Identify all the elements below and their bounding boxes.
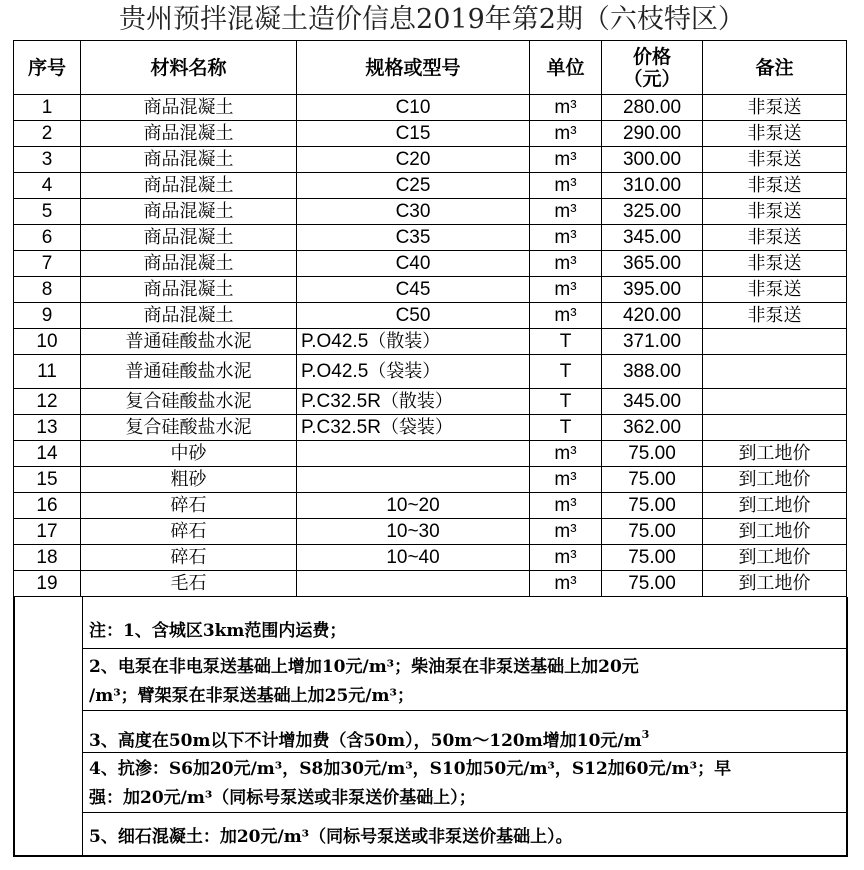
unit-cell: m³ [530, 441, 602, 467]
row-number: 8 [14, 277, 81, 303]
spec-packaging: （袋装） [380, 417, 453, 438]
remark-cell: 非泵送 [703, 173, 847, 199]
material-name: 毛石 [81, 571, 297, 597]
note-3-superscript: 3 [641, 728, 650, 741]
remark-cell: 非泵送 [703, 277, 847, 303]
unit-cell: T [530, 329, 602, 355]
unit-cell: m³ [530, 467, 602, 493]
unit-cell: m³ [530, 147, 602, 173]
header-unit: 单位 [530, 41, 602, 95]
price-cell: 75.00 [602, 441, 703, 467]
remark-cell: 非泵送 [703, 199, 847, 225]
table-row [14, 277, 847, 303]
remark-cell [703, 355, 847, 389]
row-number: 13 [14, 415, 81, 441]
remark-cell [703, 329, 847, 355]
material-name: 复合硅酸盐水泥 [81, 415, 297, 441]
table-row [14, 95, 847, 121]
spec-cell: C20 [297, 147, 530, 173]
unit-cell: m³ [530, 303, 602, 329]
spec-packaging: （散装） [380, 391, 453, 412]
row-number: 19 [14, 571, 81, 597]
spec-model: P.O42.5 [301, 331, 369, 352]
price-cell: 362.00 [602, 415, 703, 441]
spec-cell [297, 441, 530, 467]
spec-cell [297, 355, 530, 389]
note-4 [83, 755, 847, 813]
material-name: 商品混凝土 [81, 225, 297, 251]
note-2 [83, 653, 847, 711]
note-2-line1: 2、电泵在非电泵送基础上增加10元/m³；柴油泵在非泵送基础上加20元 [89, 657, 639, 677]
row-number: 17 [14, 519, 81, 545]
table-row [14, 493, 847, 519]
unit-cell: m³ [530, 277, 602, 303]
price-cell: 325.00 [602, 199, 703, 225]
row-number: 5 [14, 199, 81, 225]
table-row [14, 303, 847, 329]
spec-cell: 10~30 [297, 519, 530, 545]
header-price-line2: （元） [623, 67, 681, 90]
table-row [14, 121, 847, 147]
unit-cell: m³ [530, 121, 602, 147]
material-name: 复合硅酸盐水泥 [81, 389, 297, 415]
unit-cell: m³ [530, 251, 602, 277]
remark-cell: 到工地价 [703, 441, 847, 467]
spec-packaging: （散装） [368, 331, 441, 352]
table-row [14, 173, 847, 199]
table-row [14, 389, 847, 415]
table-header-row [14, 41, 847, 95]
spec-cell: C40 [297, 251, 530, 277]
table-row [14, 415, 847, 441]
material-name: 碎石 [81, 545, 297, 571]
row-number: 3 [14, 147, 81, 173]
material-name: 商品混凝土 [81, 199, 297, 225]
unit-cell: m³ [530, 173, 602, 199]
material-name: 粗砂 [81, 467, 297, 493]
spec-model: P.C32.5R [301, 391, 381, 412]
spec-cell: C10 [297, 95, 530, 121]
price-cell: 365.00 [602, 251, 703, 277]
price-table [13, 40, 847, 597]
unit-cell: m³ [530, 199, 602, 225]
table-row [14, 441, 847, 467]
material-name: 商品混凝土 [81, 147, 297, 173]
spec-cell [297, 467, 530, 493]
material-name: 商品混凝土 [81, 173, 297, 199]
note-4-line1: 4、抗渗：S6加20元/m³，S8加30元/m³，S10加50元/m³，S12加60元/m³；早 [89, 759, 732, 779]
table-row [14, 355, 847, 389]
header-price [602, 41, 703, 95]
table-row [14, 329, 847, 355]
material-name: 商品混凝土 [81, 95, 297, 121]
price-cell: 310.00 [602, 173, 703, 199]
remark-cell: 到工地价 [703, 571, 847, 597]
header-name: 材料名称 [81, 41, 297, 95]
unit-cell: m³ [530, 571, 602, 597]
unit-cell: T [530, 415, 602, 441]
unit-cell: T [530, 355, 602, 389]
material-name: 商品混凝土 [81, 277, 297, 303]
spec-cell: C35 [297, 225, 530, 251]
row-number: 9 [14, 303, 81, 329]
spec-model: P.C32.5R [301, 417, 381, 438]
price-cell: 345.00 [602, 225, 703, 251]
remark-cell: 到工地价 [703, 467, 847, 493]
remark-cell [703, 389, 847, 415]
price-cell: 75.00 [602, 467, 703, 493]
material-name: 商品混凝土 [81, 251, 297, 277]
header-spec: 规格或型号 [297, 41, 530, 95]
note-1-text: 注：1、含城区3km范围内运费； [89, 621, 347, 641]
spec-packaging: （袋装） [368, 361, 441, 382]
row-number: 14 [14, 441, 81, 467]
notes-section [13, 597, 848, 857]
price-cell: 75.00 [602, 571, 703, 597]
spec-cell: 10~40 [297, 545, 530, 571]
row-number: 12 [14, 389, 81, 415]
spec-cell: 10~20 [297, 493, 530, 519]
unit-cell: m³ [530, 95, 602, 121]
material-name: 商品混凝土 [81, 121, 297, 147]
note-1 [83, 617, 847, 649]
spec-cell: C30 [297, 199, 530, 225]
header-remark: 备注 [703, 41, 847, 95]
spec-cell: C50 [297, 303, 530, 329]
price-cell: 75.00 [602, 545, 703, 571]
table-row [14, 571, 847, 597]
table-row [14, 519, 847, 545]
price-cell: 75.00 [602, 493, 703, 519]
price-cell: 371.00 [602, 329, 703, 355]
material-name: 商品混凝土 [81, 303, 297, 329]
price-cell: 395.00 [602, 277, 703, 303]
note-2-line2: /m³；臂架泵在非泵送基础上加25元/m³； [89, 686, 414, 706]
spec-cell [297, 389, 530, 415]
row-number: 6 [14, 225, 81, 251]
page-title: 贵州预拌混凝土造价信息2019年第2期（六枝特区） [119, 4, 745, 35]
header-no: 序号 [14, 41, 81, 95]
material-name: 中砂 [81, 441, 297, 467]
price-cell: 290.00 [602, 121, 703, 147]
remark-cell: 到工地价 [703, 545, 847, 571]
table-row [14, 251, 847, 277]
row-number: 2 [14, 121, 81, 147]
remark-cell [703, 415, 847, 441]
row-number: 18 [14, 545, 81, 571]
row-number: 16 [14, 493, 81, 519]
unit-cell: m³ [530, 225, 602, 251]
spec-cell: C45 [297, 277, 530, 303]
table-row [14, 545, 847, 571]
remark-cell: 到工地价 [703, 493, 847, 519]
price-cell: 300.00 [602, 147, 703, 173]
price-cell: 345.00 [602, 389, 703, 415]
material-name: 普通硅酸盐水泥 [81, 329, 297, 355]
price-cell: 420.00 [602, 303, 703, 329]
note-3-text: 3、高度在50m以下不计增加费（含50m），50m～120m增加10元/m [89, 731, 642, 751]
remark-cell: 非泵送 [703, 121, 847, 147]
material-name: 碎石 [81, 493, 297, 519]
spec-cell: C15 [297, 121, 530, 147]
row-number: 7 [14, 251, 81, 277]
row-number: 10 [14, 329, 81, 355]
remark-cell: 非泵送 [703, 251, 847, 277]
note-5-text: 5、细石混凝土：加20元/m³（同标号泵送或非泵送价基础上）。 [89, 827, 573, 847]
material-name: 普通硅酸盐水泥 [81, 355, 297, 389]
remark-cell: 非泵送 [703, 147, 847, 173]
table-row [14, 225, 847, 251]
remark-cell: 非泵送 [703, 95, 847, 121]
note-4-line2: 强：加20元/m³（同标号泵送或非泵送价基础上）； [89, 788, 476, 808]
remark-cell: 非泵送 [703, 225, 847, 251]
price-cell: 388.00 [602, 355, 703, 389]
spec-cell [297, 571, 530, 597]
notes-content [82, 597, 847, 855]
note-3 [83, 727, 847, 753]
note-5 [83, 823, 847, 853]
spec-model: P.O42.5 [301, 361, 369, 382]
row-number: 1 [14, 95, 81, 121]
table-row [14, 147, 847, 173]
table-row [14, 467, 847, 493]
unit-cell: m³ [530, 519, 602, 545]
unit-cell: m³ [530, 545, 602, 571]
spec-cell [297, 415, 530, 441]
unit-cell: m³ [530, 493, 602, 519]
remark-cell: 到工地价 [703, 519, 847, 545]
price-cell: 280.00 [602, 95, 703, 121]
row-number: 15 [14, 467, 81, 493]
unit-cell: T [530, 389, 602, 415]
spec-cell: C25 [297, 173, 530, 199]
row-number: 4 [14, 173, 81, 199]
material-name: 碎石 [81, 519, 297, 545]
spec-cell [297, 329, 530, 355]
row-number: 11 [14, 355, 81, 389]
remark-cell: 非泵送 [703, 303, 847, 329]
table-row [14, 199, 847, 225]
header-price-line1: 价格 [632, 45, 671, 68]
price-cell: 75.00 [602, 519, 703, 545]
